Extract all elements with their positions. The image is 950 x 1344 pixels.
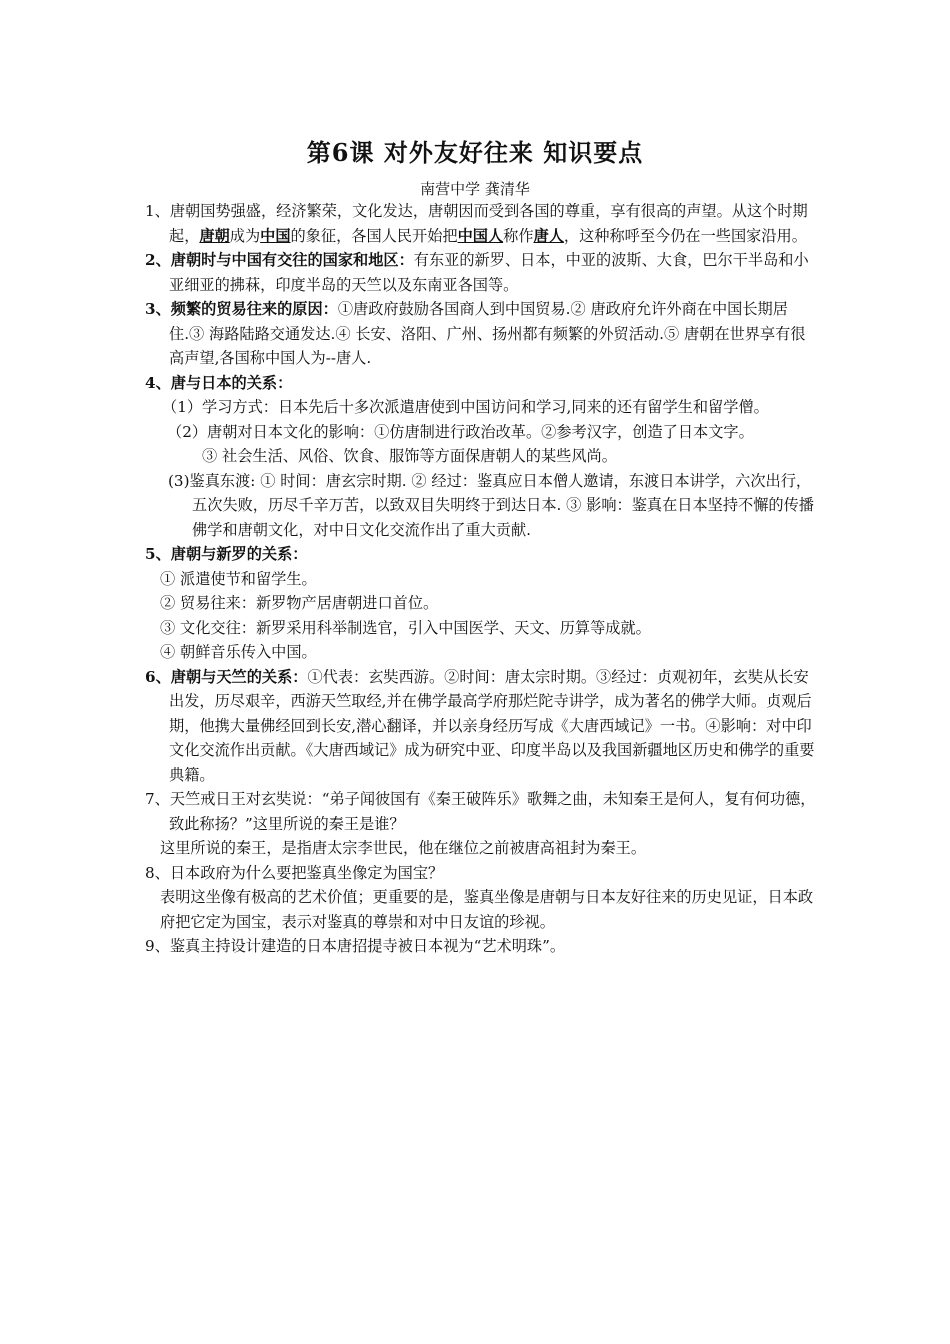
point-1-text-e: ，这种称呼至今仍在一些国家沿用。: [563, 226, 807, 245]
point-3: [145, 297, 820, 371]
point-4-sub-3: (3)鉴真东渡: ① 时间：唐玄宗时期. ② 经过：鉴真应日本僧人邀请，东渡日本讲学，六次出行，五次失败，历尽千辛万苦，以致双目失明终于到达日本. ③ 影响：鉴真在日本坚持不懈的传播佛学和唐朝文化，对中日文化交流作出了重大贡献.: [168, 471, 814, 539]
point-7-answer: 这里所说的秦王，是指唐太宗李世民，他在继位之前被唐高祖封为秦王。: [160, 839, 646, 857]
point-1: [145, 199, 820, 248]
point-1-term-tang: 唐朝: [199, 226, 230, 245]
point-5-line-4: ④ 朝鲜音乐传入中国。: [160, 643, 317, 661]
point-6: [145, 665, 820, 788]
point-6-text: ①代表：玄奘西游。②时间：唐太宗时期。③经过：贞观初年，玄奘从长安出发，历尽艰辛，西游天竺取经,并在佛学最高学府那烂陀寺讲学，成为著名的佛学大师。贞观后期，他携大量佛经回到长安,潜心翻译，并以亲身经历写成《大唐西域记》一书。④影响：对中印文化交流作出贡献。《大唐西域记》成为研究中亚、印度半岛以及我国新疆地区历史和佛学的重要典籍。: [169, 667, 815, 784]
point-1-term-tangren: 唐人: [533, 226, 564, 245]
point-5-line-2: ② 贸易往来：新罗物产居唐朝进口首位。: [160, 594, 439, 612]
point-1-text-a: 1、唐朝国势强盛，经济繁荣，文化发达，唐朝因而受到各国的尊重，享有很高的声望。从这个时期起，: [145, 202, 808, 245]
point-4-sub-1: （1）学习方式：日本先后十多次派遣唐使到中国访问和学习,同来的还有留学生和留学僧。: [162, 398, 769, 416]
page-title: 第6课 对外友好往来 知识要点: [306, 138, 644, 167]
point-9: 9、鉴真主持设计建造的日本唐招提寺被日本视为“艺术明珠”。: [145, 937, 566, 955]
author-line: 南营中学 龚清华: [420, 180, 530, 198]
point-3-text: ①唐政府鼓励各国商人到中国贸易.② 唐政府允许外商在中国长期居住.③ 海路陆路交通发达.④ 长安、洛阳、广州、扬州都有频繁的外贸活动.⑤ 唐朝在世界享有很高声望,各国称中国人为--唐人.: [169, 300, 806, 367]
point-6-heading: 6、唐朝与天竺的关系：: [145, 667, 308, 686]
point-5-line-1: ① 派遣使节和留学生。: [160, 569, 317, 588]
point-2-text: 有东亚的新罗、日本，中亚的波斯、大食，巴尔干半岛和小亚细亚的拂菻，印度半岛的天竺以及东南亚各国等。: [169, 251, 809, 294]
point-4-sub-2: （2）唐朝对日本文化的影响：①仿唐制进行政治改革。②参考汉字，创造了日本文字。: [167, 422, 754, 441]
point-1-term-china: 中国: [260, 226, 291, 245]
point-2: [145, 248, 820, 297]
point-2-heading: 2、唐朝时与中国有交往的国家和地区：: [145, 251, 414, 269]
point-5-heading: 5、唐朝与新罗的关系：: [145, 545, 308, 563]
point-1-text-c: 的象征，各国人民开始把: [290, 226, 458, 245]
document-body: [145, 199, 820, 959]
point-8-question: 8、日本政府为什么要把鉴真坐像定为国宝？: [145, 863, 444, 882]
point-1-text-b: 成为: [229, 226, 261, 245]
point-4-sub-2b: ③ 社会生活、风俗、饮食、服饰等方面保唐朝人的某些风尚。: [202, 447, 617, 465]
point-5-line-3: ③ 文化交往：新罗采用科举制选官，引入中国医学、天文、历算等成就。: [160, 618, 651, 637]
point-1-term-chinese: 中国人: [457, 226, 504, 245]
point-4-heading: 4、唐与日本的关系：: [145, 373, 293, 392]
point-7-question: 7、天竺戒日王对玄奘说：“弟子闻彼国有《秦王破阵乐》歌舞之曲，未知秦王是何人，复有何功德，致此称扬？”这里所说的秦王是谁？: [145, 790, 816, 833]
point-8-answer: 表明这坐像有极高的艺术价值；更重要的是，鉴真坐像是唐朝与日本友好往来的历史见证，日本政府把它定为国宝，表示对鉴真的尊崇和对中日友谊的珍视。: [160, 888, 814, 931]
point-3-heading: 3、频繁的贸易往来的原因：: [145, 300, 338, 318]
point-1-text-d: 称作: [503, 226, 534, 245]
